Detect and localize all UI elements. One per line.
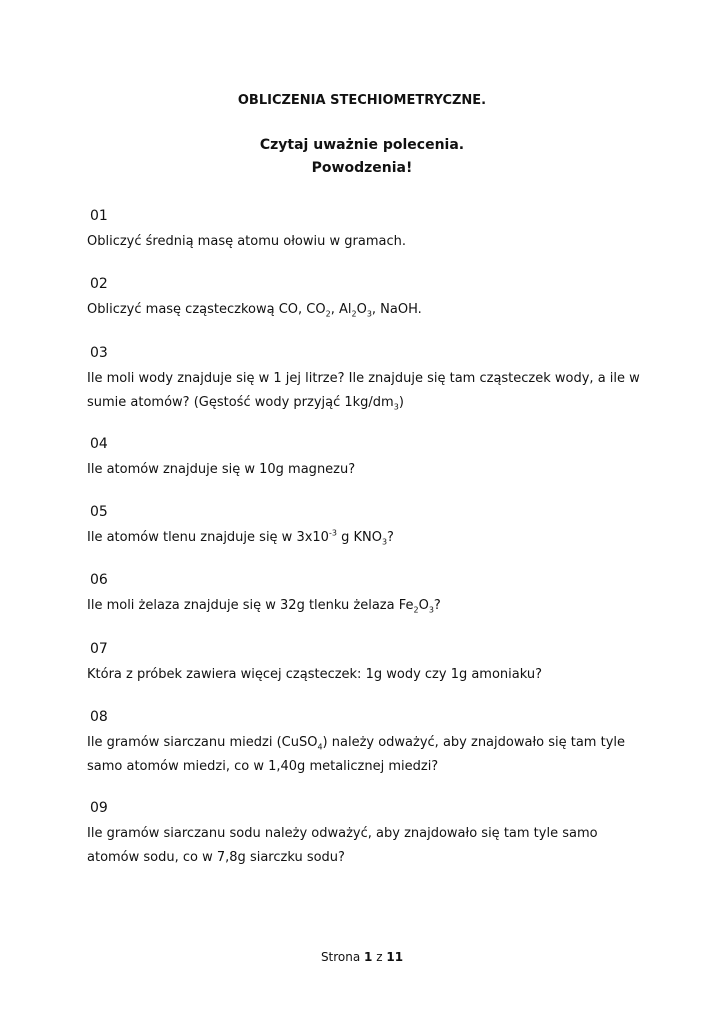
question-01 xyxy=(87,206,647,254)
question-text: Która z próbek zawiera więcej cząsteczek: 1g wody czy 1g amoniaku? xyxy=(87,667,543,682)
total-pages: 11 xyxy=(386,950,404,964)
question-number: 09 xyxy=(90,800,108,816)
question-text: Ile gramów siarczanu sodu należy odważyć, aby znajdowało się tam tyle samo atomów sodu, co w 7,8g siarczku sodu? xyxy=(87,826,598,865)
question-04 xyxy=(87,434,647,482)
question-text: Ile atomów tlenu znajduje się w $3x10^{-3}$ g $KNO_3$? xyxy=(87,528,394,547)
question-text: Obliczyć masę cząsteczkową CO, $CO_2$, $Al_2O_3$, NaOH. xyxy=(87,302,422,319)
question-number: 02 xyxy=(90,276,108,292)
current-page: 1 xyxy=(364,950,373,964)
instruction-line: Czytaj uważnie polecenia. xyxy=(259,137,465,153)
question-06 xyxy=(87,570,647,618)
question-number: 07 xyxy=(90,641,108,657)
good-luck-line: Powodzenia! xyxy=(311,160,413,176)
question-number: 08 xyxy=(90,709,108,725)
question-text: Ile moli wody znajduje się w 1 jej litrze? Ile znajduje się tam cząsteczek wody, a ile w sumie atomów? (Gęstość wody przyjąć $1kg/dm_3$) xyxy=(87,371,640,412)
question-05 xyxy=(87,502,647,550)
question-08 xyxy=(87,707,647,779)
question-number: 04 xyxy=(90,436,108,452)
document-title: OBLICZENIA STECHIOMETRYCZNE. xyxy=(237,93,487,108)
question-text: Ile atomów znajduje się w 10g magnezu? xyxy=(87,462,356,477)
question-text: Obliczyć średnią masę atomu ołowiu w gramach. xyxy=(87,234,406,249)
question-09 xyxy=(87,798,647,870)
page-footer: Strona 1 z 11 xyxy=(320,950,404,964)
question-text: Ile moli żelaza znajduje się w 32g tlenku żelaza $Fe_2O_3$? xyxy=(87,598,441,615)
question-02 xyxy=(87,274,647,322)
question-07 xyxy=(87,639,647,687)
question-number: 01 xyxy=(90,208,108,224)
question-text: Ile gramów siarczanu miedzi (CuSO$_4$) należy odważyć, aby znajdowało się tam tyle samo atomów miedzi, co w 1,40g metalicznej miedzi? xyxy=(87,735,625,774)
question-number: 05 xyxy=(90,504,108,520)
question-03 xyxy=(87,343,647,415)
question-number: 03 xyxy=(90,345,108,361)
question-number: 06 xyxy=(90,572,108,588)
